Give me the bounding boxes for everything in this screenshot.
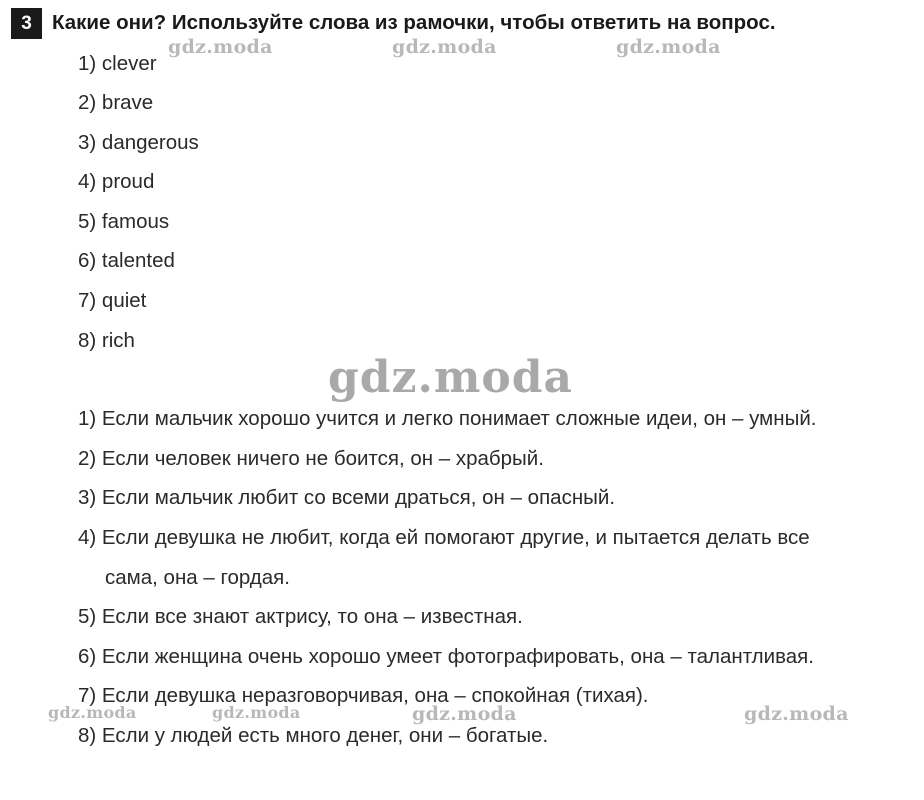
- sentence-item-4-text: 4) Если девушка не любит, когда ей помогают другие, и пытается делать все: [78, 526, 810, 549]
- watermark: gdz.moda: [168, 36, 273, 58]
- answer-item-6: 6) talented: [78, 249, 175, 272]
- task-number-badge: 3: [11, 8, 42, 39]
- sentence-item-4-continuation: сама, она – гордая.: [105, 566, 290, 589]
- answer-item-2: 2) brave: [78, 91, 154, 114]
- answer-item-5: 5) famous: [78, 210, 170, 233]
- sentence-item-7: 7) Если девушка неразговорчивая, она – спокойная (тихая).: [78, 684, 649, 707]
- watermark: gdz.moda: [48, 703, 137, 722]
- watermark-large: gdz.moda: [328, 352, 574, 403]
- watermark: gdz.moda: [412, 703, 517, 725]
- task-title: Какие они? Используйте слова из рамочки, чтобы ответить на вопрос.: [52, 11, 776, 34]
- sentence-item-8: 8) Если у людей есть много денег, они – богатые.: [78, 724, 549, 747]
- watermark: gdz.moda: [616, 36, 721, 58]
- answer-item-1: 1) clever: [78, 52, 157, 75]
- answer-item-7: 7) quiet: [78, 289, 147, 312]
- answer-item-8: 8) rich: [78, 329, 135, 352]
- answer-item-4: 4) proud: [78, 170, 155, 193]
- sentence-item-3: 3) Если мальчик любит со всеми драться, он – опасный.: [78, 486, 616, 509]
- sentence-item-2: 2) Если человек ничего не боится, он – храбрый.: [78, 447, 544, 470]
- sentence-item-1: 1) Если мальчик хорошо учится и легко понимает сложные идеи, он – умный.: [78, 407, 817, 430]
- sentence-item-5: 5) Если все знают актрису, то она – известная.: [78, 605, 523, 628]
- watermark: gdz.moda: [744, 703, 849, 725]
- watermark: gdz.moda: [392, 36, 497, 58]
- sentence-item-4: [78, 524, 810, 592]
- answer-item-3: 3) dangerous: [78, 131, 199, 154]
- sentence-item-6: 6) Если женщина очень хорошо умеет фотографировать, она – талантливая.: [78, 645, 814, 668]
- watermark: gdz.moda: [212, 703, 301, 722]
